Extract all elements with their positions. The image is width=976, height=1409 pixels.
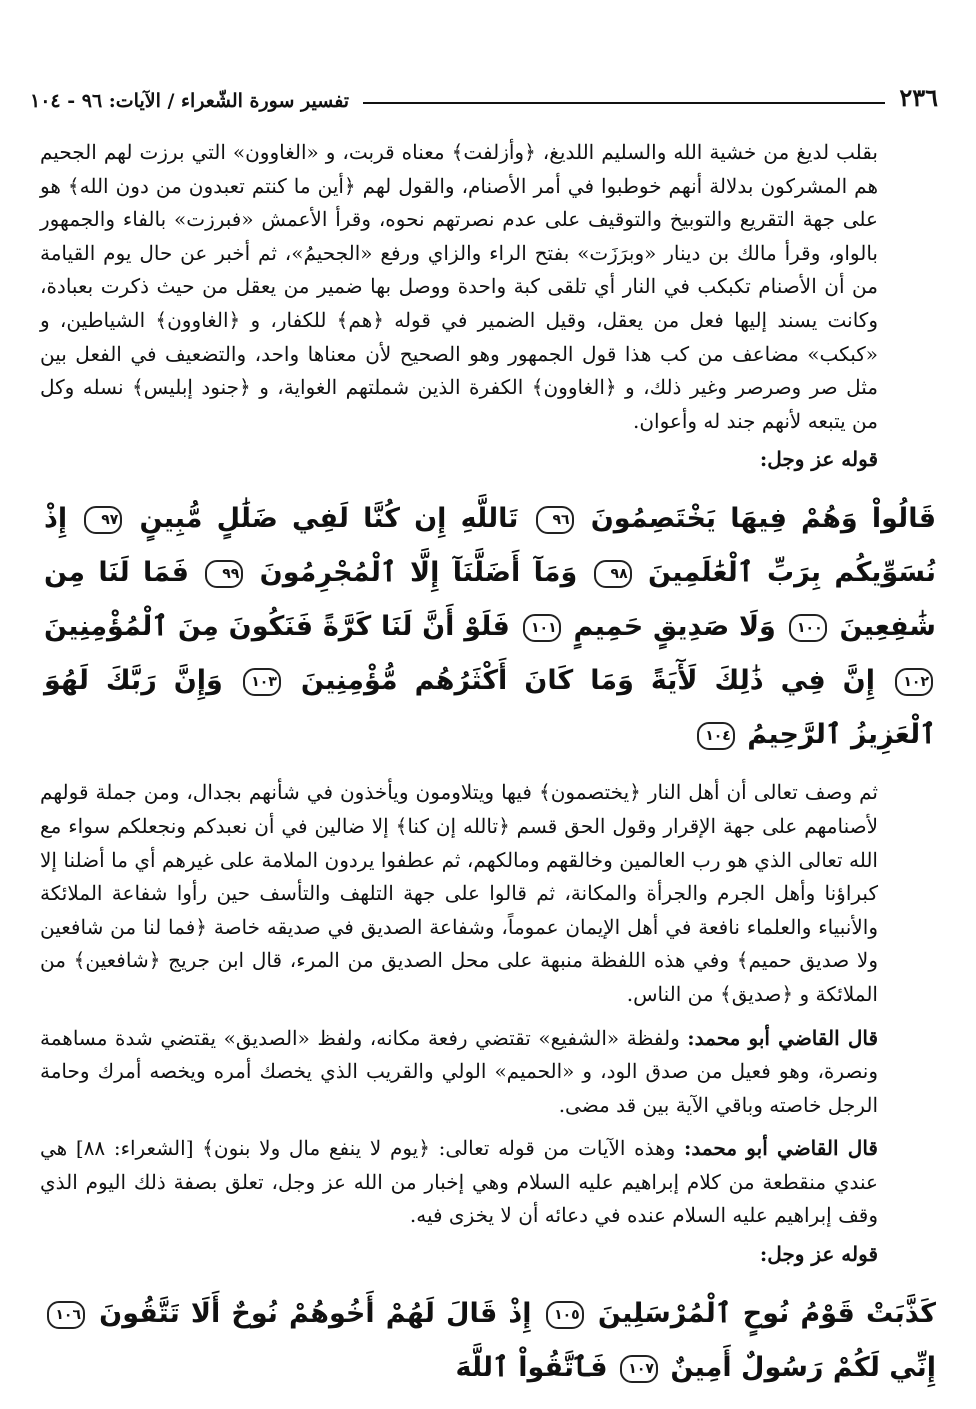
verse-text: وَإِنَّ رَبَّكَ لَهُوَ ٱلْعَزِيزُ ٱلرَّحِيمُ <box>44 665 936 751</box>
verse-text: إِنِّي لَكُمْ رَسُولٌ أَمِينٌ <box>670 1352 936 1384</box>
ayah-number: ٩٦ <box>536 506 574 534</box>
verse-text: فَٱتَّقُواْ ٱللَّهَ <box>455 1352 608 1384</box>
paragraph-text: وهذه الآيات من قوله تعالى: ﴿يوم لا ينفع مال ولا بنون﴾ [الشعراء: ٨٨] هي عندي منقطعة من كلام إبراهيم عليه السلام وهي إخبار من الله عز وجل، تعلق بصفة ذلك اليوم الذي وقف إبراهيم عليه السلام عنده في دعائه أن لا يخزى فيه. <box>40 1136 878 1228</box>
ayah-number: ٩٩ <box>205 560 243 588</box>
quran-verse-block <box>40 492 936 762</box>
paragraph-text: ولفظة «الشفيع» تقتضي رفعة مكانه، ولفظ «الصديق» يقتضي شدة مساهمة ونصرة، وهو فعيل من صدق الود، و «الحميم» الولي والقريب الذي يخصك أمره ويخصه أمرك وحامة الرجل خاصته وباقي الآية بين قد مضى. <box>40 1025 878 1117</box>
verse-text: إِنَّ فِي ذَٰلِكَ لَأٓيَةً وَمَا كَانَ أَكْثَرُهُم مُّؤْمِنِينَ <box>300 665 875 697</box>
ayah-number: ١٠١ <box>523 614 561 642</box>
verse-text: فَلَوْ أَنَّ لَنَا كَرَّةً فَنَكُونَ مِنَ ٱلْمُؤْمِنِينَ <box>44 611 510 643</box>
verse-intro: قوله عز وجل: <box>759 447 878 472</box>
page-number: ٢٣٦ <box>899 83 938 112</box>
running-title: تفسير سورة الشّعراء / الآيات: ٩٦ - ١٠٤ <box>30 90 350 112</box>
ayah-number: ١٠٠ <box>789 614 827 642</box>
verse-text: تَاللَّهِ إِن كُنَّا لَفِي ضَلَٰلٍ مُّبِينٍ <box>139 503 519 535</box>
commentary-paragraph: ثم وصف تعالى أن أهل النار ﴿يختصمون﴾ فيها ويتلاومون ويأخذون في شأنهم بجدال، ومن جملة قولهم لأصنامهم على جهة الإقرار وقول الحق قسم ﴿تالله إن كنا﴾ إلا ضالين في أن نعبدكم ونجعلكم سواء مع الله تعالى الذي هو رب العالمين وخالقهم ومالكهم، ثم عطفوا يردون الملامة على غيرهم أي ما أضلنا إلا كبراؤنا وأهل الجرم والجرأة والمكانة، ثم قالوا على جهة التلهف والتأسف حين رأوا شفاعة الملائكة والأنبياء والعلماء نافعة في أهل الإيمان عموماً، وشفاعة الصديق في صديقه خاصة ﴿فما لنا من شافعين ولا صديق حميم﴾ وفي هذه اللفظة منبهة على محل الصديق من المرء، قال ابن جريج ﴿شافعين﴾ من الملائكة و ﴿صديق﴾ من الناس. <box>40 780 878 1006</box>
ayah-number: ١٠٢ <box>895 668 933 696</box>
page-body <box>40 136 937 1409</box>
commentary-paragraph <box>40 1132 878 1233</box>
ayah-number: ١٠٥ <box>546 1301 584 1329</box>
verse-text: فَمَا لَنَا مِن شَٰفِعِينَ <box>44 557 936 643</box>
ayah-number: ١٠٤ <box>697 722 735 750</box>
verse-text: إِذْ نُسَوِّيكُم بِرَبِّ ٱلْعَٰلَمِينَ <box>44 503 936 589</box>
ayah-number: ١٠٦ <box>47 1301 85 1329</box>
ayah-number: ٩٨ <box>594 560 632 588</box>
ayah-number: ١٠٣ <box>243 668 281 696</box>
verse-text: كَذَّبَتْ قَوْمُ نُوحٍ ٱلْمُرْسَلِينَ <box>597 1298 936 1330</box>
verse-text: قَالُواْ وَهُمْ فِيهَا يَخْتَصِمُونَ <box>590 503 937 535</box>
author-attribution: قال القاضي أبو محمد: <box>683 1136 878 1161</box>
ayah-number: ١٠٧ <box>620 1355 658 1383</box>
quran-verse-block <box>40 1287 936 1395</box>
author-attribution: قال القاضي أبو محمد: <box>687 1025 879 1050</box>
ayah-number: ٩٧ <box>84 506 122 534</box>
commentary-paragraph: بقلب لديغ من خشية الله والسليم اللديغ، ﴿وأزلفت﴾ معناه قربت، و «الغاوون» التي برزت لهم الجحيم هم المشركون بدلالة أنهم خوطبوا في أمر الأصنام، والقول لهم ﴿أين ما كنتم تعبدون من دون الله﴾ هو على جهة التقريع والتوبيخ والتوقيف على عدم نصرتهم نحوه، وقرأ الأعمش «فبرزت» بالفاء والجمهور بالواو، وقرأ مالك بن دينار «وبرَزَت» بفتح الراء والزاي ورفع «الجحيمُ»، ثم أخبر عن حال يوم القيامة من أن الأصنام تكبكب في النار أي تلقى كبة واحدة ووصل بها ضمير من يعقل من حيث ذكرت بعبادة، وكانت يسند إليها فعل من يعقل، وقيل الضمير في قوله ﴿هم﴾ للكفار، و ﴿الغاوون﴾ الشياطين، و «كبكب» مضاعف من كب هذا قول الجمهور وهو الصحيح لأن معناها واحد، والتضعيف في الفعل بين مثل صر وصرصر وغير ذلك، و ﴿الغاوون﴾ الكفرة الذين شملتهم الغواية، و ﴿جنود إبليس﴾ نسله وكل من يتبعه لأنهم جند له وأعوان. <box>40 140 878 433</box>
page-header <box>30 78 938 112</box>
verse-text: إِذْ قَالَ لَهُمْ أَخُوهُمْ نُوحٌ أَلَا تَتَّقُونَ <box>99 1298 532 1330</box>
verse-text: وَمَآ أَضَلَّنَآ إِلَّا ٱلْمُجْرِمُونَ <box>259 557 578 589</box>
header-rule <box>363 102 885 104</box>
verse-intro: قوله عز وجل: <box>759 1242 878 1267</box>
commentary-paragraph <box>40 1022 878 1123</box>
verse-text: وَلَا صَدِيقٍ حَمِيمٍ <box>573 611 776 643</box>
